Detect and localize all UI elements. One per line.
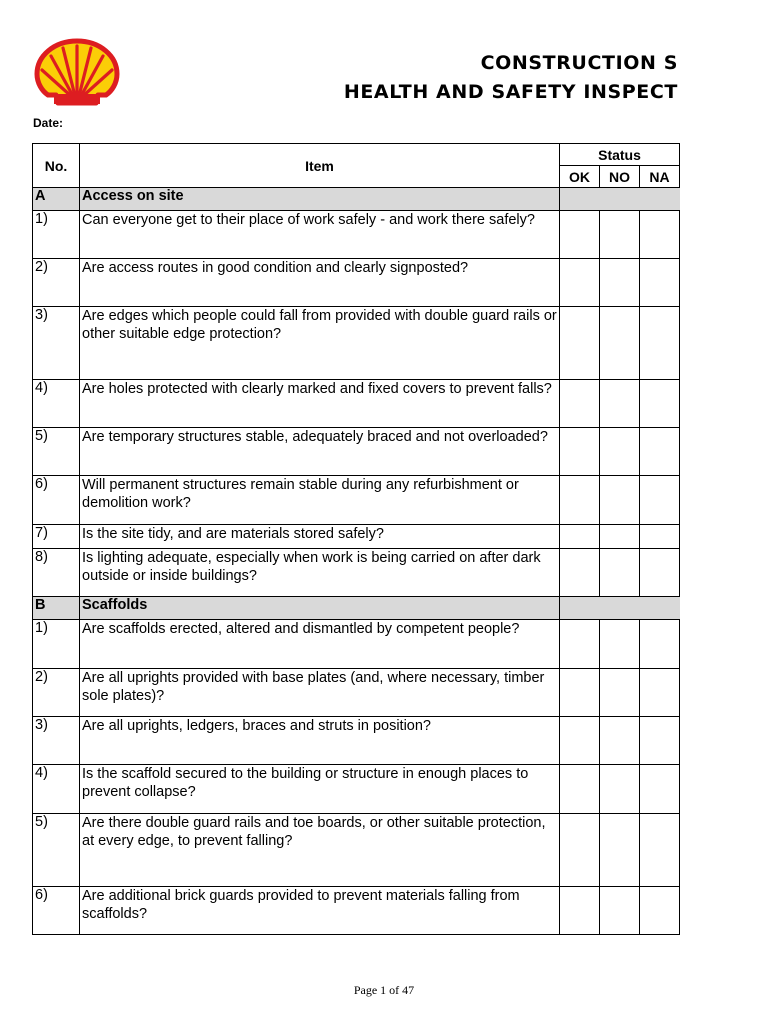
status-na-cell[interactable] (640, 428, 680, 476)
table-row (33, 717, 680, 765)
section-header-row (33, 597, 680, 620)
status-no-cell[interactable] (600, 765, 640, 814)
status-na-cell[interactable] (640, 887, 680, 935)
document-title-line2: HEALTH AND SAFETY INSPECT (343, 81, 678, 103)
row-number: 5) (33, 814, 80, 887)
status-na-cell[interactable] (640, 525, 680, 549)
table-row (33, 476, 680, 525)
status-ok-cell[interactable] (560, 669, 600, 717)
checklist-item-text: Are holes protected with clearly marked and fixed covers to prevent falls? (80, 380, 560, 428)
row-number: 1) (33, 620, 80, 669)
status-no-cell[interactable] (600, 814, 640, 887)
section-status-blank (560, 188, 680, 211)
column-header-item: Item (80, 144, 560, 188)
status-ok-cell[interactable] (560, 307, 600, 380)
checklist-item-text: Are all uprights, ledgers, braces and struts in position? (80, 717, 560, 765)
status-na-cell[interactable] (640, 620, 680, 669)
status-ok-cell[interactable] (560, 887, 600, 935)
row-number: 4) (33, 765, 80, 814)
table-row (33, 307, 680, 380)
table-row (33, 259, 680, 307)
checklist-item-text: Can everyone get to their place of work safely - and work there safely? (80, 211, 560, 259)
row-number: 7) (33, 525, 80, 549)
status-no-cell[interactable] (600, 476, 640, 525)
status-na-cell[interactable] (640, 307, 680, 380)
checklist-item-text: Will permanent structures remain stable during any refurbishment or demolition work? (80, 476, 560, 525)
table-row (33, 765, 680, 814)
status-ok-cell[interactable] (560, 525, 600, 549)
column-header-status: Status (560, 144, 680, 166)
status-na-cell[interactable] (640, 380, 680, 428)
row-number: 3) (33, 717, 80, 765)
checklist-item-text: Are temporary structures stable, adequately braced and not overloaded? (80, 428, 560, 476)
status-no-cell[interactable] (600, 669, 640, 717)
table-row (33, 525, 680, 549)
status-ok-cell[interactable] (560, 814, 600, 887)
checklist-item-text: Are scaffolds erected, altered and dismantled by competent people? (80, 620, 560, 669)
section-status-blank (560, 597, 680, 620)
status-ok-cell[interactable] (560, 476, 600, 525)
column-header-no: No. (33, 144, 80, 188)
status-no-cell[interactable] (600, 717, 640, 765)
checklist-item-text: Are edges which people could fall from provided with double guard rails or other suitable edge protection? (80, 307, 560, 380)
section-header-row (33, 188, 680, 211)
status-no-cell[interactable] (600, 428, 640, 476)
status-no-cell[interactable] (600, 211, 640, 259)
row-number: 1) (33, 211, 80, 259)
checklist-body (33, 188, 680, 935)
status-ok-cell[interactable] (560, 549, 600, 597)
page-number: Page 1 of 47 (353, 983, 415, 997)
status-no-cell[interactable] (600, 525, 640, 549)
section-title: Access on site (80, 188, 560, 211)
column-header-ok: OK (560, 166, 600, 188)
table-row (33, 428, 680, 476)
row-number: 8) (33, 549, 80, 597)
status-na-cell[interactable] (640, 211, 680, 259)
checklist-item-text: Is the site tidy, and are materials stored safely? (80, 525, 560, 549)
table-row (33, 380, 680, 428)
checklist-item-text: Is the scaffold secured to the building or structure in enough places to prevent collapse? (80, 765, 560, 814)
status-na-cell[interactable] (640, 717, 680, 765)
row-number: 6) (33, 887, 80, 935)
status-na-cell[interactable] (640, 814, 680, 887)
status-no-cell[interactable] (600, 307, 640, 380)
row-number: 5) (33, 428, 80, 476)
table-row (33, 669, 680, 717)
date-label: Date: (33, 116, 64, 130)
status-ok-cell[interactable] (560, 765, 600, 814)
status-na-cell[interactable] (640, 476, 680, 525)
status-ok-cell[interactable] (560, 717, 600, 765)
status-na-cell[interactable] (640, 669, 680, 717)
checklist-item-text: Are there double guard rails and toe boards, or other suitable protection, at every edge, to prevent falling? (80, 814, 560, 887)
status-no-cell[interactable] (600, 620, 640, 669)
status-ok-cell[interactable] (560, 259, 600, 307)
section-code: B (33, 597, 80, 620)
table-row (33, 549, 680, 597)
table-row (33, 814, 680, 887)
column-header-na: NA (640, 166, 680, 188)
column-header-no-status: NO (600, 166, 640, 188)
table-row (33, 887, 680, 935)
checklist-item-text: Are all uprights provided with base plates (and, where necessary, timber sole plates)? (80, 669, 560, 717)
row-number: 2) (33, 669, 80, 717)
checklist-item-text: Is lighting adequate, especially when work is being carried on after dark outside or inside buildings? (80, 549, 560, 597)
table-row (33, 211, 680, 259)
document-title-line1: CONSTRUCTION S (480, 52, 678, 74)
shell-logo-icon (34, 38, 120, 108)
status-no-cell[interactable] (600, 887, 640, 935)
status-no-cell[interactable] (600, 380, 640, 428)
status-na-cell[interactable] (640, 549, 680, 597)
row-number: 3) (33, 307, 80, 380)
status-na-cell[interactable] (640, 765, 680, 814)
table-row (33, 620, 680, 669)
status-no-cell[interactable] (600, 549, 640, 597)
row-number: 6) (33, 476, 80, 525)
row-number: 2) (33, 259, 80, 307)
status-ok-cell[interactable] (560, 380, 600, 428)
row-number: 4) (33, 380, 80, 428)
status-ok-cell[interactable] (560, 428, 600, 476)
checklist-item-text: Are additional brick guards provided to prevent materials falling from scaffolds? (80, 887, 560, 935)
status-na-cell[interactable] (640, 259, 680, 307)
status-no-cell[interactable] (600, 259, 640, 307)
inspection-checklist-table (32, 143, 680, 935)
section-code: A (33, 188, 80, 211)
section-title: Scaffolds (80, 597, 560, 620)
status-ok-cell[interactable] (560, 620, 600, 669)
status-ok-cell[interactable] (560, 211, 600, 259)
checklist-item-text: Are access routes in good condition and clearly signposted? (80, 259, 560, 307)
